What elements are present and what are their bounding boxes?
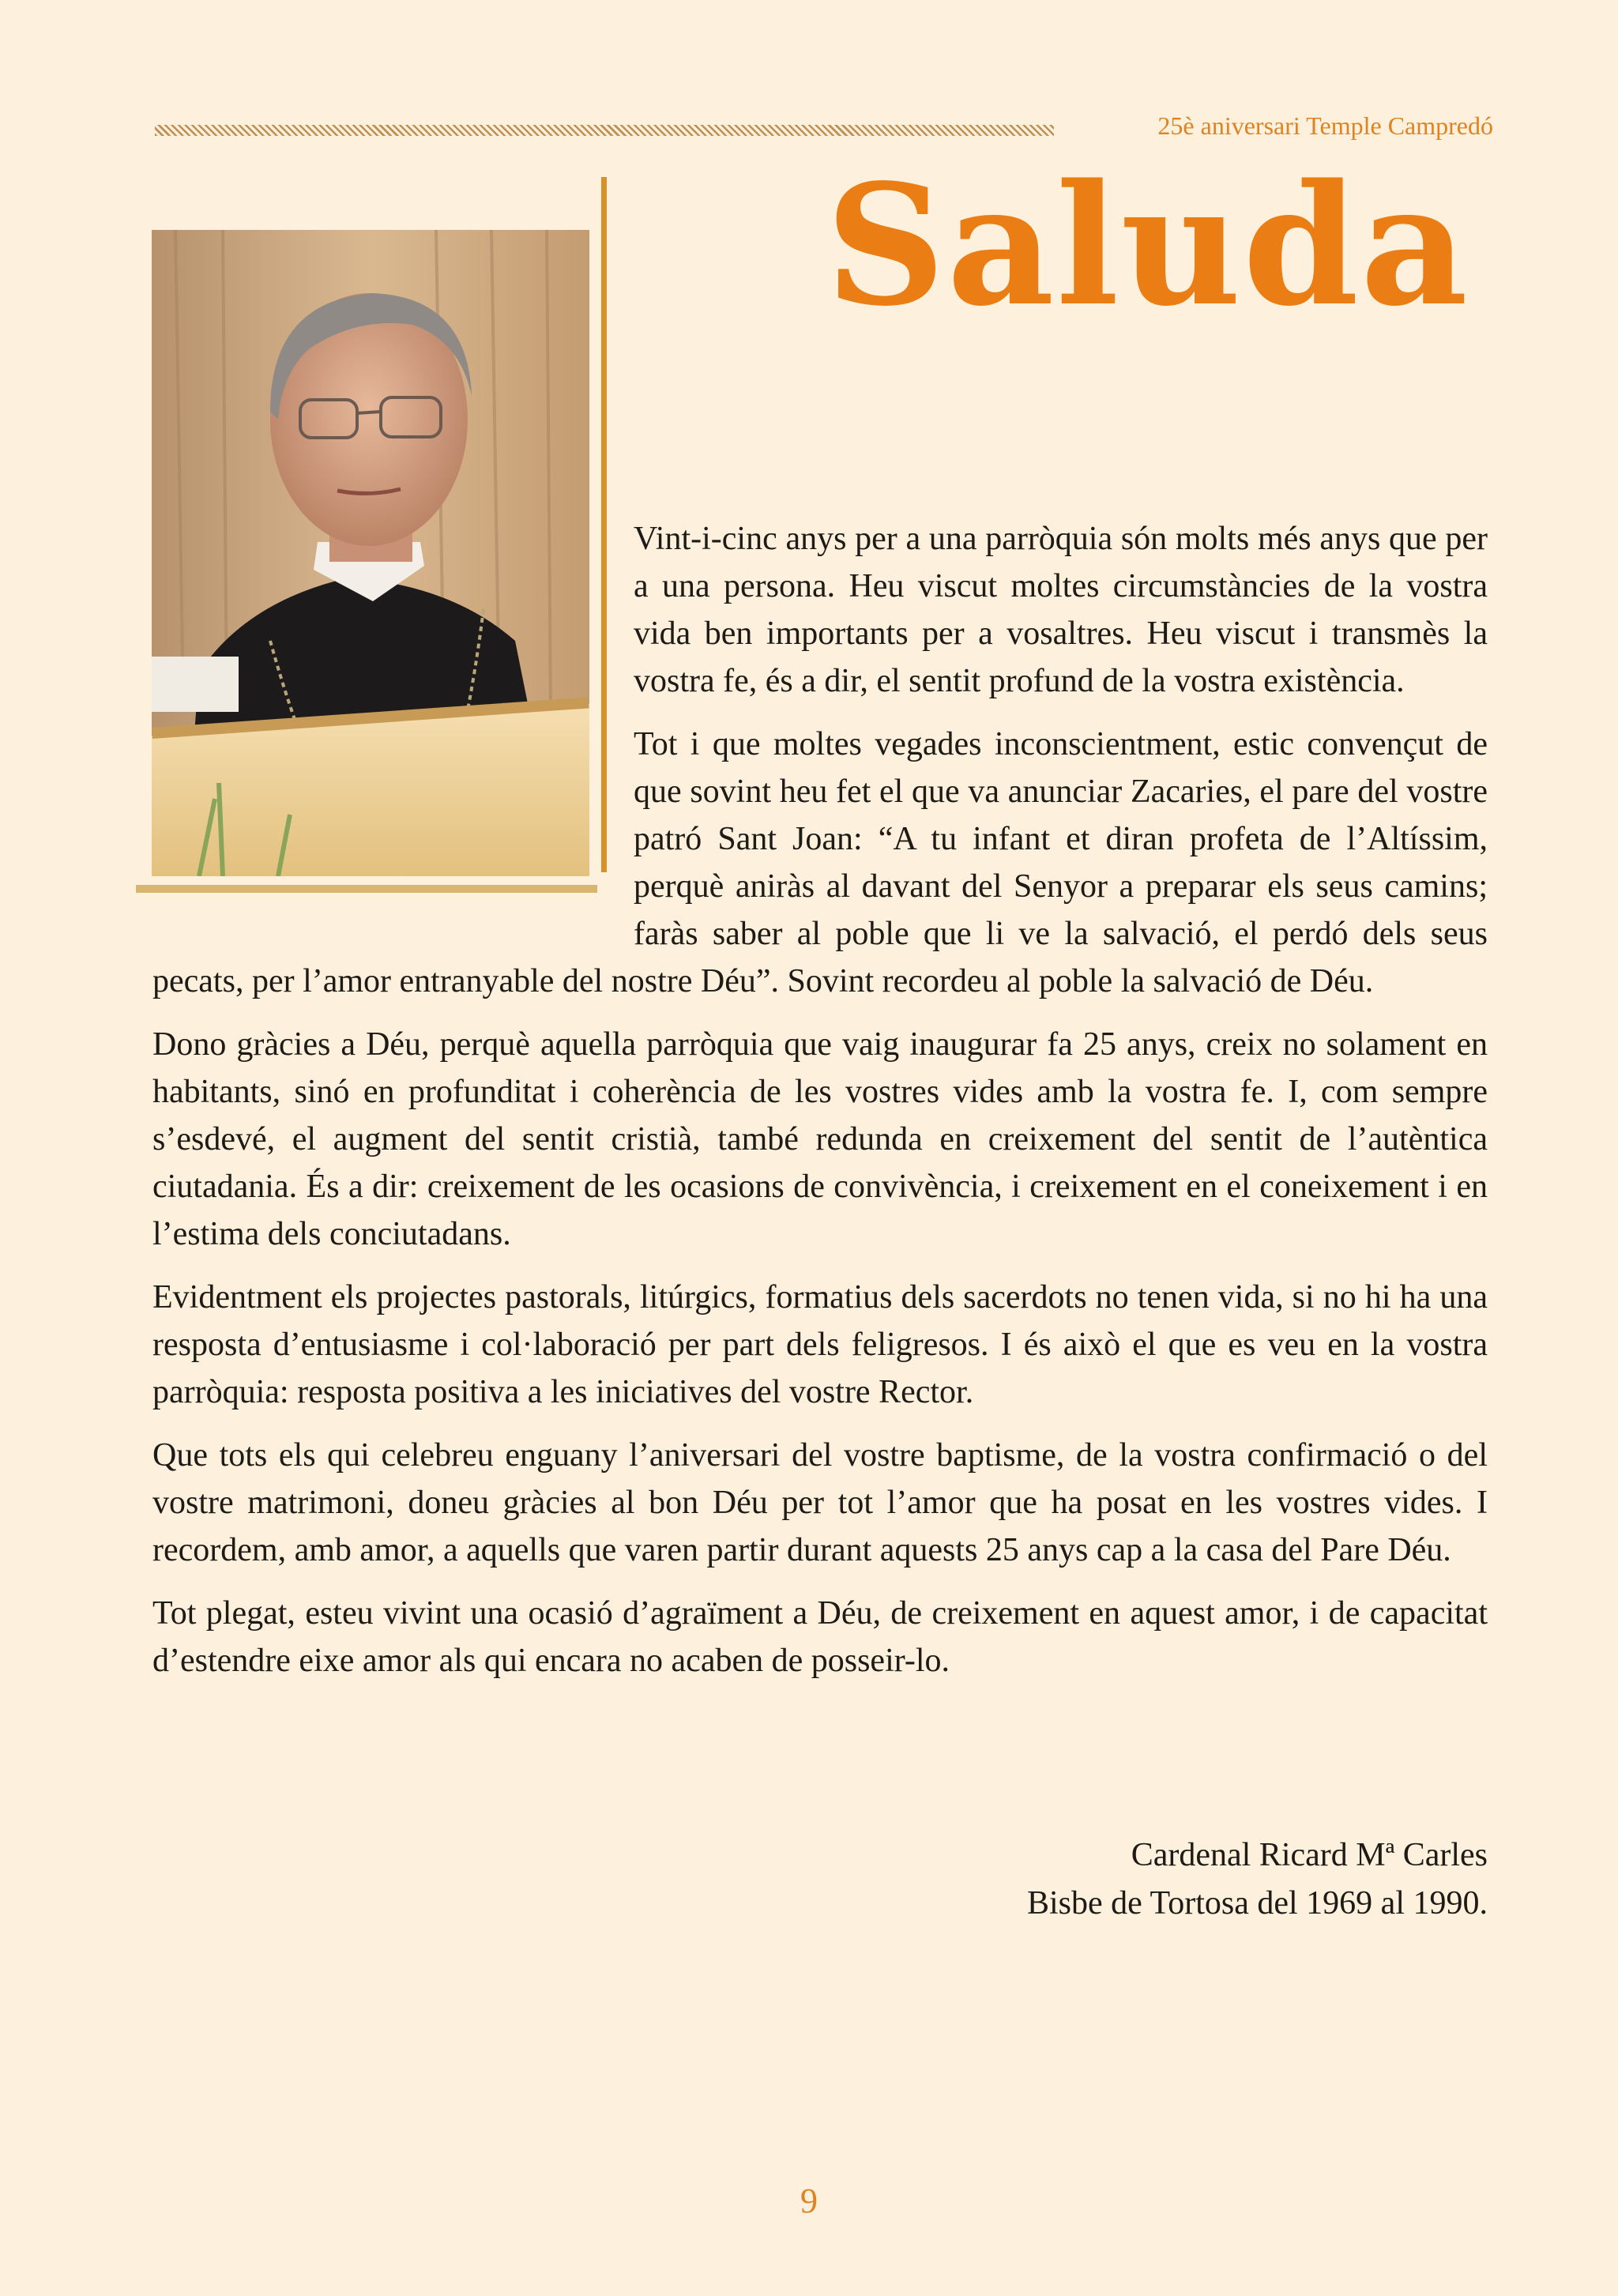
paragraph-2: Tot i que moltes vegades inconscientment, estic convençut de que sovint heu fet el que va anunciar Zacaries, el pare del vostre patró Sant Joan: “A tu infant et diran profeta de l’Altíssim, perquè aniràs al davant del Senyor a preparar els seus camins; faràs saber al poble que li ve la salvació, el perdó dels seus pecats, per l’amor entranyable del nostre Déu”. Sovint recordeu al poble la salvació de Déu. [152, 726, 1488, 999]
body-text [152, 515, 1488, 1700]
paragraph-3: Dono gràcies a Déu, perquè aquella parròquia que vaig inaugurar fa 25 anys, creix no solament en habitants, sinó en profunditat i coherència de les vostres vides amb la vostra fe. I, com sempre s’esdevé, el augment del sentit cristià, també redunda en creixement del sentit de l’autèntica ciutadania. És a dir: creixement de les ocasions de convivència, i creixement en el coneixement i en l’estima dels conciutadans. [152, 1026, 1488, 1252]
paragraph-4: Evidentment els projectes pastorals, litúrgics, formatius dels sacerdots no tenen vida, si no hi ha una resposta d’entusiasme i col·laboració per part dels feligresos. I és això el que es veu en la vostra parròquia: resposta positiva a les iniciatives del vostre Rector. [152, 1279, 1488, 1410]
page-title: Saluda [825, 148, 1469, 343]
signature-role: Bisbe de Tortosa del 1969 al 1990. [1026, 1885, 1488, 1921]
paragraph-5: Que tots els qui celebreu enguany l’aniversari del vostre baptisme, de la vostra confirmació o del vostre matrimoni, doneu gràcies al bon Déu per tot l’amor que ha posat en les vostres vides. I recordem, amb amor, a aquells que varen partir durant aquests 25 anys cap a la casa del Pare Déu. [152, 1437, 1488, 1568]
photo-spacer [152, 515, 634, 954]
header-title: 25è aniversari Temple Campredó [1157, 111, 1493, 140]
signature-name: Cardenal Ricard Mª Carles [1131, 1837, 1488, 1873]
signature [856, 1831, 1488, 1928]
header-rule [155, 125, 1054, 136]
paragraph-1: Vint-i-cinc anys per a una parròquia són molts més anys que per a una persona. Heu viscut moltes circumstàncies de la vostra vida ben importants per a vosaltres. Heu viscut i transmès la vostra fe, és a dir, el sentit profund de la vostra existència. [634, 521, 1488, 699]
page-number: 9 [800, 2181, 818, 2220]
paragraph-6: Tot plegat, esteu vivint una ocasió d’agraïment a Déu, de creixement en aquest amor, i de capacitat d’estendre eixe amor als qui encara no acaben de posseir-lo. [152, 1595, 1488, 1679]
